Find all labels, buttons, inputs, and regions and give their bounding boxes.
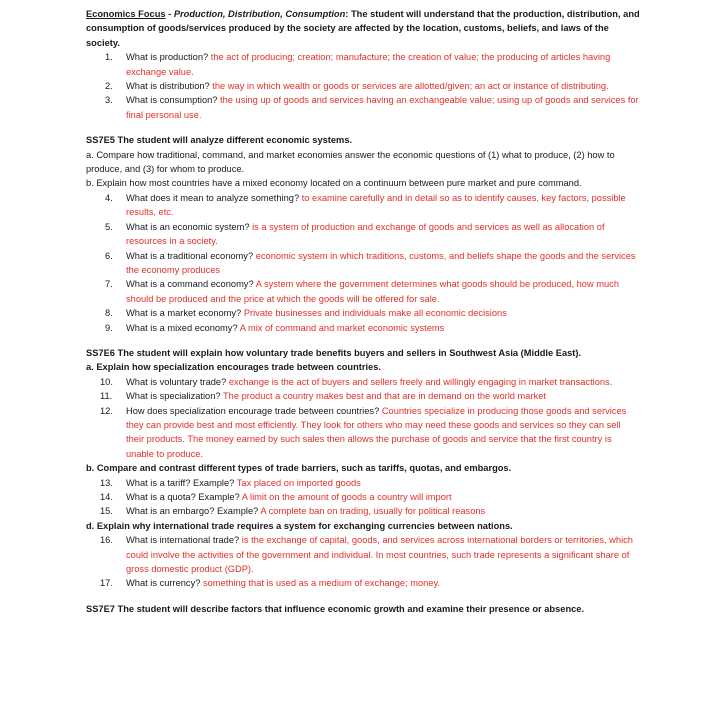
section-ss7e7 — [86, 602, 641, 616]
question-12 — [86, 404, 641, 462]
question-number: 1. — [105, 52, 113, 63]
question-number: 6. — [105, 250, 113, 261]
question-number: 16. — [100, 535, 113, 546]
question-1 — [86, 50, 641, 79]
question-number: 17. — [100, 578, 113, 589]
answer-text: A system where the government determines what goods should be produced, how much should be produced and the price at which the goods will be offered for sale. — [126, 279, 620, 304]
standard-element-a: a. Compare how traditional, command, and market economies answer the economic questions of (1) what to produce, (2) how to produce, and (3) for whom to produce. — [86, 149, 615, 175]
question-number: 14. — [100, 492, 113, 502]
question-list-1 — [86, 50, 641, 122]
question-text: What is a quota? Example? — [126, 492, 242, 502]
question-text: What is consumption? — [126, 95, 221, 106]
standard-title: SS7E5 The student will analyze different economic systems. — [86, 135, 353, 146]
answer-text: exchange is the act of buyers and sellers freely and willingly engaging in market transactions. — [228, 376, 613, 387]
standard-element-d: d. Explain why international trade requires a system for exchanging currencies between nations. — [86, 520, 513, 531]
question-7 — [86, 277, 641, 306]
question-5 — [86, 220, 641, 249]
standard-element-a: a. Explain how specialization encourages trade between countries. — [86, 362, 381, 373]
question-text: What is international trade? — [126, 535, 242, 546]
question-text: What is currency? — [126, 578, 203, 589]
intro-paragraph — [86, 7, 641, 50]
standard-element-b: b. Explain how most countries have a mixed economy located on a continuum between pure market and pure command. — [86, 178, 582, 189]
answer-text: the way in which wealth or goods or services are allotted/given; an act or instance of distributing. — [212, 81, 609, 92]
question-number: 2. — [105, 81, 113, 92]
question-16 — [86, 533, 641, 576]
question-text: What is a tariff? Example? — [126, 477, 237, 488]
question-list-3 — [86, 375, 641, 461]
question-text: What is production? — [126, 52, 211, 63]
question-11 — [86, 389, 641, 403]
intro-dash: - — [165, 9, 174, 19]
question-6 — [86, 249, 641, 278]
section-ss7e5 — [86, 133, 641, 335]
question-number: 13. — [100, 477, 113, 488]
question-number: 5. — [105, 221, 113, 232]
question-text: What is an economic system? — [126, 221, 253, 232]
standard-element-b: b. Compare and contrast different types of trade barriers, such as tariffs, quotas, and embargos. — [86, 463, 512, 474]
section-ss7e6 — [86, 346, 641, 591]
question-13 — [86, 476, 641, 490]
question-list-5 — [86, 533, 641, 591]
question-3 — [86, 93, 641, 122]
intro-heading: Economics Focus — [86, 9, 166, 19]
question-text: What is distribution? — [126, 81, 213, 92]
question-number: 15. — [100, 506, 113, 517]
question-10 — [86, 375, 641, 389]
answer-text: A mix of command and market economic systems — [239, 322, 445, 333]
standard-title: SS7E7 The student will describe factors that influence economic growth and examine their presence or absence. — [86, 603, 585, 614]
question-2 — [86, 79, 641, 93]
question-text: What is a mixed economy? — [126, 322, 240, 333]
answer-text: Private businesses and individuals make all economic decisions — [243, 308, 507, 319]
answer-text: to examine carefully and in detail so as to identify causes, key factors, possible results, etc. — [126, 192, 626, 218]
intro-italic: Production, Distribution, Consumption — [173, 9, 346, 19]
answer-text: The product a country makes best and that are in demand on the world market — [222, 391, 546, 402]
question-number: 10. — [100, 376, 113, 387]
question-8 — [86, 306, 641, 320]
question-number: 12. — [100, 405, 113, 416]
question-text: What is specialization? — [126, 391, 223, 402]
answer-text: A complete ban on trading, usually for political reasons — [260, 506, 486, 517]
question-14 — [86, 490, 641, 504]
answer-text: the using up of goods and services having an exchangeable value; using up of goods and services for final personal use. — [126, 95, 639, 120]
answer-text: A limit on the amount of goods a country will import — [241, 492, 452, 502]
question-text: What is voluntary trade? — [126, 376, 229, 387]
answer-text: something that is used as a medium of exchange; money. — [202, 578, 441, 589]
answer-text: Tax placed on imported goods — [236, 477, 361, 488]
question-text: What is a traditional economy? — [126, 250, 256, 261]
question-number: 11. — [100, 391, 113, 402]
question-number: 9. — [105, 322, 113, 333]
question-text: How does specialization encourage trade between countries? — [126, 405, 382, 416]
question-number: 3. — [105, 95, 113, 106]
question-number: 7. — [105, 279, 113, 290]
question-text: What does it mean to analyze something? — [126, 192, 302, 203]
answer-text: Countries specialize in producing those goods and services they can provide best and most efficiently. They look for others who may need these goods and services so they can sell their products. The money earned by such sales then allows the purchase of goods and service that the first country is unable to produce. — [126, 405, 627, 459]
question-17 — [86, 576, 641, 590]
question-15 — [86, 504, 641, 518]
question-4 — [86, 191, 641, 220]
question-number: 4. — [105, 192, 113, 203]
question-text: What is a command economy? — [126, 279, 256, 290]
question-list-2 — [86, 191, 641, 335]
answer-text: is a system of production and exchange of goods and services as well as allocation of resources in a society. — [126, 221, 605, 247]
answer-text: the act of producing; creation; manufacture; the creation of value; the producing of articles having exchange value. — [126, 52, 611, 77]
answer-text: is the exchange of capital, goods, and services across international borders or territories, which could involve the activities of the government and individual. In most countries, such trade represents a significant share of gross domestic product (GDP). — [126, 535, 633, 575]
standard-title: SS7E6 The student will explain how voluntary trade benefits buyers and sellers in Southwest Asia (Middle East). — [86, 347, 582, 358]
question-9 — [86, 321, 641, 335]
question-list-4 — [86, 476, 641, 519]
intro-text: : The student will understand that the production, distribution, and consumption of goods/services produced by the society are affected by the location, customs, beliefs, and laws of the society. — [86, 9, 640, 48]
question-text: What is a market economy? — [126, 308, 244, 319]
question-text: What is an embargo? Example? — [126, 506, 261, 517]
answer-text: economic system in which traditions, customs, and beliefs shape the goods and the services the economy produces — [126, 250, 636, 275]
question-number: 8. — [105, 308, 113, 319]
